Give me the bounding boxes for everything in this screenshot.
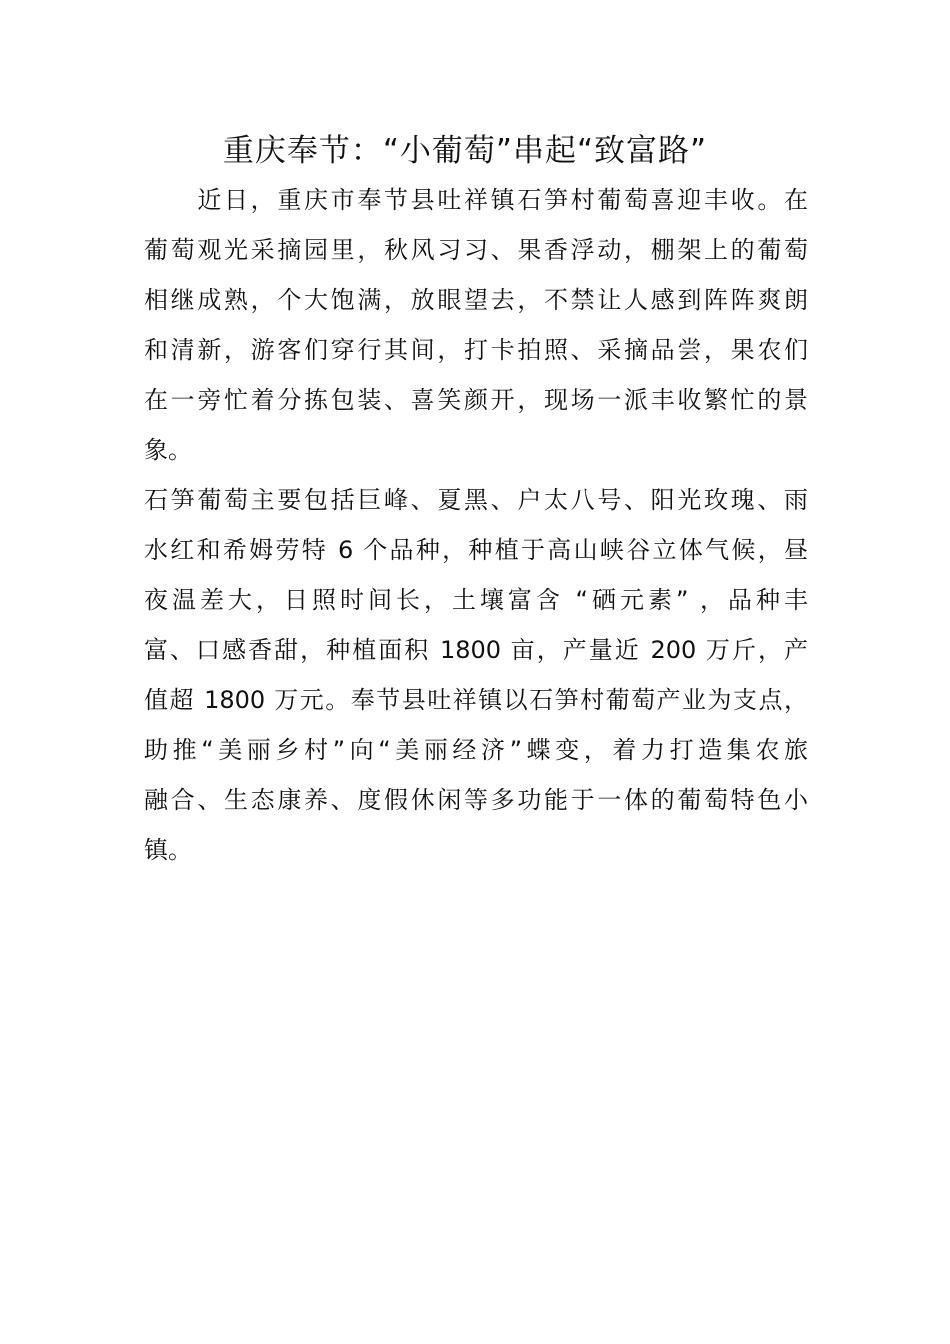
paragraph-line: 水红和希姆劳特 6 个品种，种植于高山峡谷立体气候，昼 <box>144 536 808 564</box>
paragraph-line: 助推“美丽乡村”向“美丽经济”蝶变，着力打造集农旅 <box>144 736 808 764</box>
paragraph-line: 葡萄观光采摘园里，秋风习习、果香浮动，棚架上的葡萄 <box>144 236 808 264</box>
paragraph-line: 镇。 <box>144 836 192 864</box>
paragraph-line: 象。 <box>144 436 192 464</box>
paragraph-line: 富、口感香甜，种植面积 1800 亩，产量近 200 万斤，产 <box>144 636 808 664</box>
paragraph-line: 近日，重庆市奉节县吐祥镇石笋村葡萄喜迎丰收。在 <box>144 186 808 214</box>
paragraph-line: 夜温差大，日照时间长，土壤富含 “硒元素” ，品种丰 <box>144 586 808 614</box>
paragraph-line: 石笋葡萄主要包括巨峰、夏黑、户太八号、阳光玫瑰、雨 <box>144 486 808 514</box>
article-title: 重庆奉节：“小葡萄”串起“致富路” <box>222 133 708 169</box>
paragraph-line: 值超 1800 万元。奉节县吐祥镇以石笋村葡萄产业为支点， <box>144 686 808 714</box>
paragraph-line: 和清新，游客们穿行其间，打卡拍照、采摘品尝，果农们 <box>144 336 808 364</box>
paragraph-line: 相继成熟，个大饱满，放眼望去，不禁让人感到阵阵爽朗 <box>144 286 808 314</box>
paragraph-line: 融合、生态康养、度假休闲等多功能于一体的葡萄特色小 <box>144 786 808 814</box>
paragraph-line: 在一旁忙着分拣包装、喜笑颜开，现场一派丰收繁忙的景 <box>144 386 808 414</box>
